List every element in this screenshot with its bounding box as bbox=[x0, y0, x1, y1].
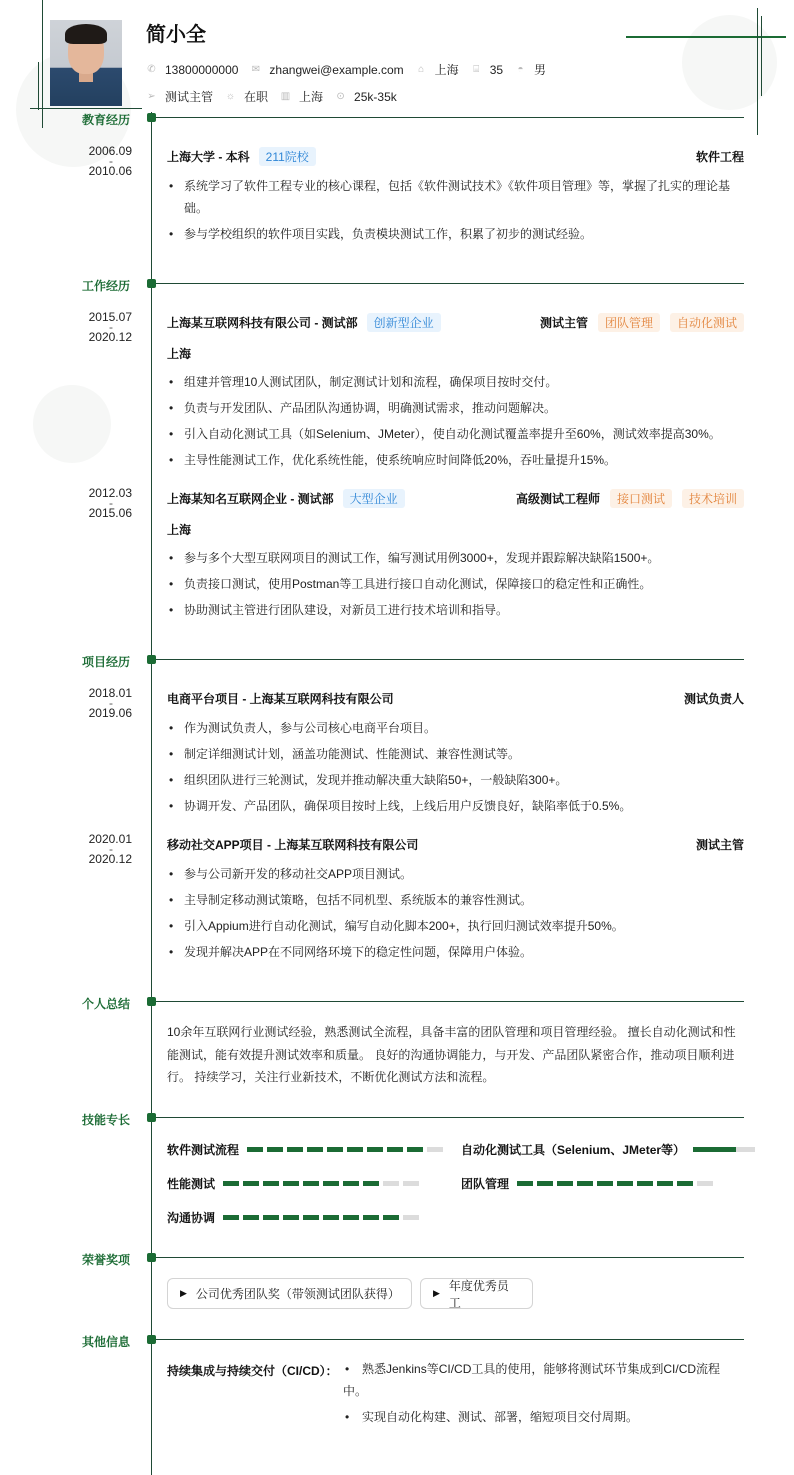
home-city: 上海 bbox=[434, 63, 459, 77]
expected-salary: 25k-35k bbox=[354, 89, 397, 104]
list-item: • 参与公司新开发的移动社交APP项目测试。 bbox=[167, 863, 744, 885]
work-location: 上海 bbox=[167, 347, 192, 361]
phone-icon: ✆ bbox=[147, 64, 156, 75]
email-address: zhangwei@example.com bbox=[269, 62, 404, 77]
decor-line bbox=[30, 108, 142, 109]
decor-line bbox=[626, 36, 786, 38]
project-bullets bbox=[167, 717, 744, 821]
skill-tag: 技术培训 bbox=[682, 489, 744, 508]
section-marker bbox=[147, 1253, 156, 1262]
section-marker bbox=[147, 1335, 156, 1344]
school-tag: 211院校 bbox=[259, 147, 316, 166]
skill-item bbox=[167, 1175, 423, 1192]
section-divider bbox=[156, 117, 744, 118]
list-item: • 熟悉Jenkins等CI/CD工具的使用，能够将测试环节集成到CI/CD流程中。 bbox=[343, 1358, 728, 1402]
award-label: 公司优秀团队奖（带领测试团队获得） bbox=[195, 1287, 400, 1301]
project-role: 测试主管 bbox=[695, 837, 744, 852]
section-title-skills: 技能专长 bbox=[81, 1113, 130, 1127]
decor-circle bbox=[33, 385, 111, 463]
list-item: • 引入Appium进行自动化测试，编写自动化脚本200+，执行回归测试效率提升50%。 bbox=[167, 915, 744, 937]
section-divider bbox=[156, 1117, 744, 1118]
decor-circle bbox=[682, 15, 777, 110]
work-entry-header bbox=[167, 313, 744, 331]
list-item: • 制定详细测试计划，涵盖功能测试、性能测试、兼容性测试等。 bbox=[167, 743, 744, 765]
section-divider bbox=[156, 1001, 744, 1002]
skill-tag: 自动化测试 bbox=[670, 313, 744, 332]
list-item: • 参与多个大型互联网项目的测试工作，编写测试用例3000+，发现并跟踪解决缺陷1500+。 bbox=[167, 547, 744, 569]
major: 软件工程 bbox=[695, 149, 744, 164]
section-divider bbox=[156, 659, 744, 660]
list-item: • 负责接口测试，使用Postman等工具进行接口自动化测试，保障接口的稳定性和正确性。 bbox=[167, 573, 744, 595]
status-icon: ☼ bbox=[225, 91, 236, 102]
salary-icon: ⊙ bbox=[336, 91, 345, 102]
list-item: • 引入自动化测试工具（如Selenium、JMeter），使自动化测试覆盖率提升至60%，测试效率提高30%。 bbox=[167, 423, 744, 445]
skill-item bbox=[461, 1141, 755, 1158]
phone-number: 13800000000 bbox=[165, 62, 239, 77]
section-divider bbox=[156, 1257, 744, 1258]
list-item: • 负责与开发团队、产品团队沟通协调，明确测试需求，推动问题解决。 bbox=[167, 397, 744, 419]
project-role: 测试负责人 bbox=[683, 691, 744, 706]
job-role: 高级测试工程师 bbox=[515, 491, 600, 506]
section-marker bbox=[147, 113, 156, 122]
list-item: • 组织团队进行三轮测试，发现并推动解决重大缺陷50+，一般缺陷300+。 bbox=[167, 769, 744, 791]
list-item: • 协助测试主管进行团队建设，对新员工进行技术培训和指导。 bbox=[167, 599, 744, 621]
timeline-line bbox=[151, 112, 152, 1475]
mail-icon: ✉ bbox=[251, 64, 261, 75]
gender-icon: ◓ bbox=[517, 64, 524, 75]
other-info-bullets bbox=[343, 1358, 728, 1432]
date-range: 2015.07 - 2020.12 bbox=[88, 310, 132, 344]
skill-level-bar bbox=[693, 1147, 755, 1152]
education-bullets bbox=[167, 175, 744, 249]
target-city: 上海 bbox=[299, 90, 324, 104]
list-item: • 发现并解决APP在不同网络环境下的稳定性问题，保障用户体验。 bbox=[167, 941, 744, 963]
work-bullets bbox=[167, 371, 744, 475]
section-title-summary: 个人总结 bbox=[81, 997, 130, 1011]
skill-item bbox=[461, 1175, 717, 1192]
work-location: 上海 bbox=[167, 523, 192, 537]
skill-level-bar bbox=[223, 1181, 423, 1186]
candidate-name: 简小全 bbox=[146, 24, 206, 46]
section-divider bbox=[156, 283, 744, 284]
award-item bbox=[420, 1278, 533, 1309]
company-department: 上海某互联网科技有限公司 - 测试部 bbox=[167, 315, 358, 330]
send-icon: ➢ bbox=[147, 91, 156, 102]
decor-line bbox=[761, 16, 762, 96]
job-role: 测试主管 bbox=[539, 315, 588, 330]
project-title: 电商平台项目 - 上海某互联网科技有限公司 bbox=[167, 691, 394, 706]
section-marker bbox=[147, 997, 156, 1006]
job-intent-row bbox=[146, 88, 409, 105]
decor-line bbox=[38, 62, 39, 110]
avatar-photo bbox=[50, 20, 122, 106]
skill-level-bar bbox=[247, 1147, 447, 1152]
list-item: • 协调开发、产品团队，确保项目按时上线，上线后用户反馈良好，缺陷率低于0.5%。 bbox=[167, 795, 744, 817]
project-bullets bbox=[167, 863, 744, 967]
section-title-awards: 荣誉奖项 bbox=[81, 1253, 130, 1267]
skill-name: 团队管理 bbox=[461, 1177, 510, 1191]
play-triangle-icon: ▶ bbox=[180, 1288, 187, 1298]
work-bullets bbox=[167, 547, 744, 625]
work-entry-header bbox=[167, 489, 744, 507]
company-tag: 大型企业 bbox=[343, 489, 405, 508]
play-triangle-icon: ▶ bbox=[433, 1288, 440, 1298]
decor-line bbox=[757, 8, 758, 135]
section-title-work: 工作经历 bbox=[81, 279, 130, 293]
skill-tag: 接口测试 bbox=[610, 489, 672, 508]
building-icon: ▥ bbox=[280, 91, 291, 102]
section-marker bbox=[147, 655, 156, 664]
contact-row bbox=[146, 61, 558, 78]
skill-name: 性能测试 bbox=[167, 1177, 216, 1191]
section-title-projects: 项目经历 bbox=[81, 655, 130, 669]
summary-text: 10余年互联网行业测试经验，熟悉测试全流程，具备丰富的团队管理和项目管理经验。 擅长自动化测试和性能测试，能有效提升测试效率和质量。 良好的沟通协调能力，与开发、产品团队紧密合作，推动项目顺利进行。 持续学习，关注行业新技术，不断优化测试方法和流程。 bbox=[167, 1025, 736, 1084]
skill-name: 自动化测试工具（Selenium、JMeter等） bbox=[461, 1143, 686, 1157]
award-item bbox=[167, 1278, 412, 1309]
list-item: • 主导性能测试工作，优化系统性能，使系统响应时间降低20%，吞吐量提升15%。 bbox=[167, 449, 744, 471]
company-department: 上海某知名互联网企业 - 测试部 bbox=[167, 491, 334, 506]
date-range: 2020.01 - 2020.12 bbox=[88, 832, 132, 866]
skill-item bbox=[167, 1141, 447, 1158]
skill-tag: 团队管理 bbox=[598, 313, 660, 332]
skill-level-bar bbox=[223, 1215, 423, 1220]
other-info-label: 持续集成与持续交付（CI/CD）： bbox=[167, 1364, 338, 1378]
project-entry-header bbox=[167, 689, 744, 707]
list-item: • 系统学习了软件工程专业的核心课程，包括《软件测试技术》《软件项目管理》等，掌握了扎实的理论基础。 bbox=[167, 175, 744, 219]
date-range: 2006.09 - 2010.06 bbox=[88, 144, 132, 178]
date-range: 2012.03 - 2015.06 bbox=[88, 486, 132, 520]
company-tag: 创新型企业 bbox=[367, 313, 441, 332]
list-item: • 作为测试负责人，参与公司核心电商平台项目。 bbox=[167, 717, 744, 739]
education-entry-header bbox=[167, 147, 744, 165]
project-entry-header bbox=[167, 835, 744, 853]
section-title-education: 教育经历 bbox=[81, 113, 130, 127]
age: 35 bbox=[489, 62, 504, 77]
section-marker bbox=[147, 1113, 156, 1122]
list-item: • 组建并管理10人测试团队，制定测试计划和流程，确保项目按时交付。 bbox=[167, 371, 744, 393]
target-position: 测试主管 bbox=[165, 90, 214, 104]
skill-name: 软件测试流程 bbox=[167, 1143, 240, 1157]
skill-level-bar bbox=[517, 1181, 717, 1186]
school-degree: 上海大学 - 本科 bbox=[167, 149, 250, 164]
gender: 男 bbox=[534, 63, 547, 77]
skill-item bbox=[167, 1209, 423, 1226]
skill-name: 沟通协调 bbox=[167, 1211, 216, 1225]
home-icon: ⌂ bbox=[418, 64, 425, 75]
list-item: • 主导制定移动测试策略，包括不同机型、系统版本的兼容性测试。 bbox=[167, 889, 744, 911]
age-icon: ⌸ bbox=[473, 64, 480, 75]
list-item: • 参与学校组织的软件项目实践，负责模块测试工作，积累了初步的测试经验。 bbox=[167, 223, 744, 245]
date-range: 2018.01 - 2019.06 bbox=[88, 686, 132, 720]
section-title-other: 其他信息 bbox=[81, 1335, 130, 1349]
section-marker bbox=[147, 279, 156, 288]
section-divider bbox=[156, 1339, 744, 1340]
project-title: 移动社交APP项目 - 上海某互联网科技有限公司 bbox=[167, 837, 419, 852]
list-item: • 实现自动化构建、测试、部署，缩短项目交付周期。 bbox=[343, 1406, 728, 1428]
job-status: 在职 bbox=[244, 90, 269, 104]
award-label: 年度优秀员工 bbox=[448, 1278, 509, 1310]
